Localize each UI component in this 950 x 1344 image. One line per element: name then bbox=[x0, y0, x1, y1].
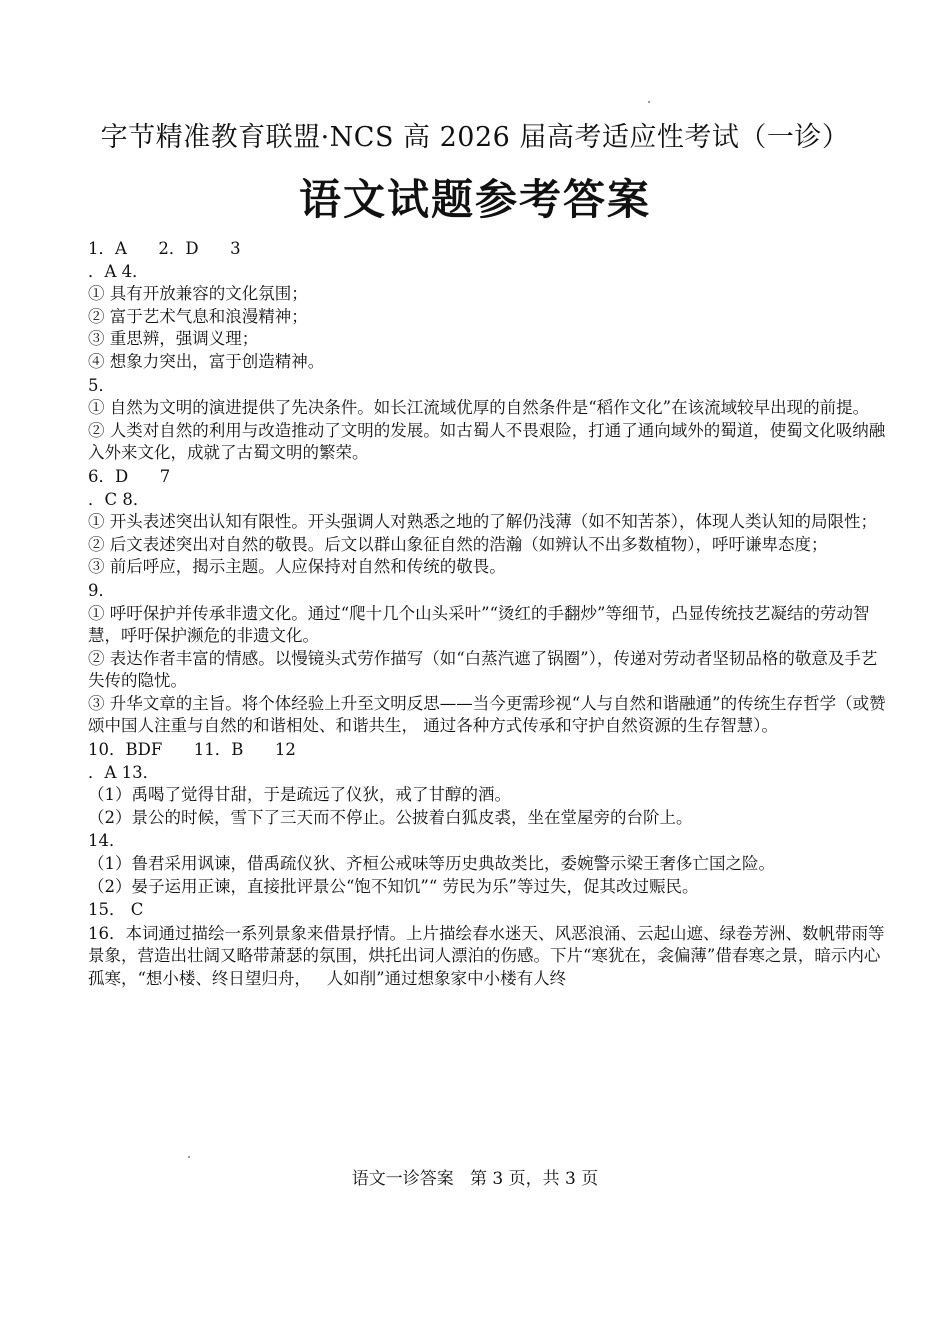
q16-answer: 16．本词通过描绘一系列景象来借景抒情。上片描绘春水迷天、风恶浪涌、云起山遮、绿卷芳洲、数帆带雨等景象，营造出壮阔又略带萧瑟的氛围，烘托出词人漂泊的伤感。下片“寒犹在，衾偏薄”借春寒之景，暗示内心孤寒，“想小楼、终日望归舟， 人如削”通过想象家中小楼有人终 bbox=[88, 923, 885, 988]
answers-6-7: 6．D 7 bbox=[88, 466, 171, 486]
scan-speck bbox=[188, 1156, 190, 1158]
page-footer: 语文一诊答案 第 3 页，共 3 页 bbox=[351, 1169, 599, 1189]
q5-label: 5． bbox=[88, 375, 115, 395]
q9-label: 9． bbox=[88, 580, 115, 600]
document-title: 语文试题参考答案 bbox=[298, 175, 651, 224]
answers-1-3: 1．A 2．D 3 bbox=[88, 239, 241, 258]
q8-point-3: ③ 前后呼应，揭示主题。人应保持对自然和传统的敬畏。 bbox=[88, 557, 506, 577]
q9-point-1: ① 呼吁保护并传承非遗文化。通过“爬十几个山头采叶”“烫红的手翻炒”等细节，凸显传统技艺凝结的劳动智慧，呼吁保护濒危的非遗文化。 bbox=[88, 603, 870, 646]
q14-point-1: （1）鲁君采用讽谏，借禹疏仪狄、齐桓公戒味等历史典故类比，委婉警示梁王奢侈亡国之险。 bbox=[88, 854, 775, 874]
answers-12-13: ．A 13． bbox=[88, 762, 160, 782]
answer-15: 15． C bbox=[88, 900, 144, 920]
scan-speck bbox=[648, 101, 650, 103]
q13-translation-1: （1）禹喝了觉得甘甜，于是疏远了仪狄，戒了甘醇的酒。 bbox=[88, 785, 511, 805]
q4-point-1: ① 具有开放兼容的文化氛围； bbox=[88, 284, 308, 304]
q5-point-1: ① 自然为文明的演进提供了先决条件。如长江流域优厚的自然条件是“稻作文化”在该流域较早出现的前提。 bbox=[88, 398, 870, 418]
q4-point-3: ③ 重思辨，强调义理； bbox=[88, 329, 259, 349]
q4-point-2: ② 富于艺术气息和浪漫精神； bbox=[88, 306, 308, 326]
answers-10-12: 10．BDF 11．B 12 bbox=[88, 740, 296, 760]
q8-point-1: ① 开头表述突出认知有限性。开头强调人对熟悉之地的了解仍浅薄（如不知苦茶），体现人类认知的局限性； bbox=[88, 512, 877, 532]
q8-point-2: ② 后文表述突出对自然的敬畏。后文以群山象征自然的浩瀚（如辨认不出多数植物），呼吁谦卑态度； bbox=[88, 534, 828, 554]
q14-point-2: （2）晏子运用正谏，直接批评景公“饱不知饥”“ 劳民为乐”等过失，促其改过赈民。 bbox=[88, 876, 699, 896]
q14-label: 14． bbox=[88, 831, 126, 851]
answers-3-4: ．A 4． bbox=[88, 261, 149, 281]
q13-translation-2: （2）景公的时候，雪下了三天而不停止。公披着白狐皮裘，坐在堂屋旁的台阶上。 bbox=[88, 807, 693, 827]
answer-body bbox=[88, 238, 888, 991]
exam-title: 字节精准教育联盟·NCS 高 2026 届高考适应性考试（一诊） bbox=[100, 122, 850, 153]
q9-point-3: ③ 升华文章的主旨。将个体经验上升至文明反思——当今更需珍视“人与自然和谐融通”的传统生存哲学（或赞颂中国人注重与自然的和谐相处、和谐共生， 通过各种方式传承和守护自然资源的生存智慧）。 bbox=[88, 693, 886, 736]
q5-point-2: ② 人类对自然的利用与改造推动了文明的发展。如古蜀人不畏艰险，打通了通向域外的蜀道，使蜀文化吸纳融入外来文化，成就了古蜀文明的繁荣。 bbox=[88, 420, 886, 463]
answers-7-8: ．C 8． bbox=[88, 489, 150, 509]
q9-point-2: ② 表达作者丰富的情感。以慢镜头式劳作描写（如“白蒸汽遮了锅圈”），传递对劳动者坚韧品格的敬意及手艺失传的隐忧。 bbox=[88, 648, 878, 691]
q4-point-4: ④ 想象力突出，富于创造精神。 bbox=[88, 351, 325, 371]
